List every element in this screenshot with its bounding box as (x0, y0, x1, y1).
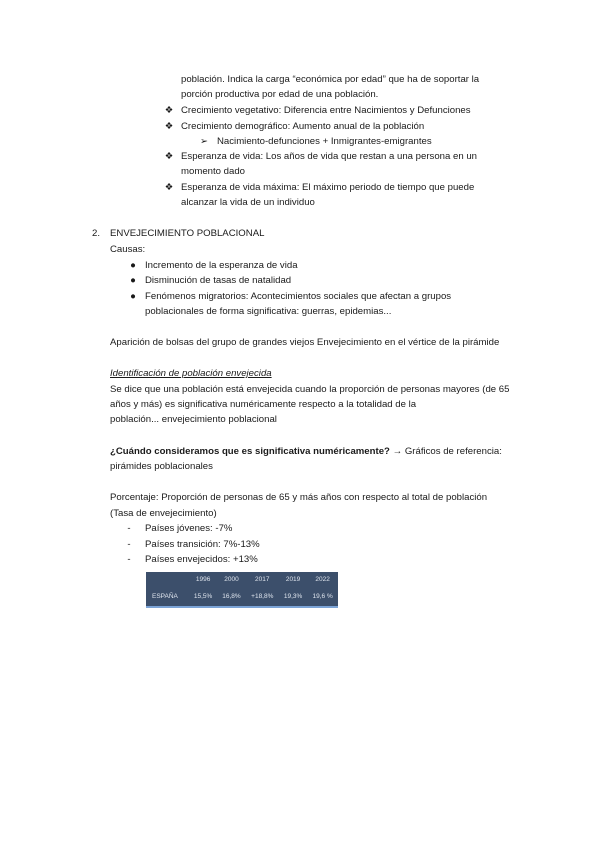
intro-line-2: porción productiva por edad de una población. (181, 89, 379, 100)
table-cell: 2017 (255, 576, 270, 584)
dot-bullet-icon: ● (130, 260, 136, 271)
question-bold: ¿Cuándo consideramos que es significativa numéricamente? (110, 446, 390, 457)
table-cell: 16,8% (222, 593, 241, 601)
question-line-1 (110, 445, 502, 460)
section-number: 2. (92, 228, 101, 239)
dot-bullet-icon: ● (130, 291, 136, 302)
aging-rate-table (146, 572, 338, 608)
term-formula: Nacimiento-defunciones + Inmigrantes-emigrantes (217, 136, 432, 147)
cause-natalidad: Disminución de tasas de natalidad (145, 275, 292, 286)
question-rest: → Gráficos de referencia: (389, 446, 502, 457)
table-cell: 1996 (195, 576, 211, 584)
term-esperanza-maxima-line-2: alcanzar la vida de un individuo (181, 197, 315, 208)
table-cell: +18,8% (251, 593, 274, 601)
ident-heading: Identificación de población envejecida (110, 368, 272, 379)
ident-line-3: población... envejecimiento poblacional (110, 414, 277, 425)
aparicion-text: Aparición de bolsas del grupo de grandes viejos Envejecimiento en el vértice de la pirámide (110, 337, 500, 348)
diamond-bullet-icon: ❖ (164, 182, 174, 193)
dash-bullet-icon: - (127, 554, 131, 565)
pais-transicion: Países transición: 7%-13% (145, 539, 260, 550)
question-line-2: pirámides poblacionales (110, 461, 213, 472)
table-cell (146, 572, 189, 589)
cause-migratorios-line-1: Fenómenos migratorios: Acontecimientos sociales que afectan a grupos (145, 291, 452, 302)
table-cell: 2000 (224, 576, 239, 584)
term-crecimiento-demografico: Crecimiento demográfico: Aumento anual de la población (181, 121, 425, 132)
ident-line-1: Se dice que una población está envejecida cuando la proporción de personas mayores (de 65 (110, 384, 510, 395)
table-cell: 2022 (315, 576, 330, 584)
dash-bullet-icon: - (127, 523, 131, 534)
diamond-bullet-icon: ❖ (164, 105, 174, 116)
table-cell: 19,6 % (312, 593, 333, 601)
term-esperanza-maxima-line-1: Esperanza de vida máxima: El máximo periodo de tiempo que puede (181, 182, 475, 193)
pais-envejecidos: Países envejecidos: +13% (145, 554, 258, 565)
table-cell: 2019 (285, 576, 301, 584)
table-row (146, 589, 338, 607)
term-crecimiento-vegetativo: Crecimiento vegetativo: Diferencia entre Nacimientos y Defunciones (181, 105, 471, 116)
porcentaje-line-1: Porcentaje: Proporción de personas de 65 y más años con respecto al total de población (110, 492, 488, 503)
causes-label: Causas: (110, 244, 146, 255)
intro-line-1: población. Indica la carga “económica por edad” que ha de soportar la (181, 74, 480, 85)
table-cell: ESPAÑA (152, 593, 178, 601)
pais-jovenes: Países jóvenes: -7% (145, 523, 233, 534)
table-cell: 19,3% (283, 593, 303, 601)
dot-bullet-icon: ● (130, 275, 136, 286)
section-heading: ENVEJECIMIENTO POBLACIONAL (110, 228, 265, 239)
cause-esperanza: Incremento de la esperanza de vida (145, 260, 298, 271)
porcentaje-line-2: (Tasa de envejecimiento) (110, 508, 217, 519)
dash-bullet-icon: - (127, 539, 131, 550)
ident-line-2: años y más) es significativa numéricamente respecto a la totalidad de la (110, 399, 417, 410)
table-cell: 15,5% (193, 593, 213, 601)
term-esperanza-vida-line-1: Esperanza de vida: Los años de vida que restan a una persona en un (181, 151, 478, 162)
term-esperanza-vida-line-2: momento dado (181, 166, 245, 177)
arrow-bullet-icon: ➢ (199, 136, 209, 147)
diamond-bullet-icon: ❖ (164, 121, 174, 132)
table-header-row (146, 572, 338, 589)
cause-migratorios-line-2: poblacionales de forma significativa: guerras, epidemias... (145, 306, 392, 317)
diamond-bullet-icon: ❖ (164, 151, 174, 162)
